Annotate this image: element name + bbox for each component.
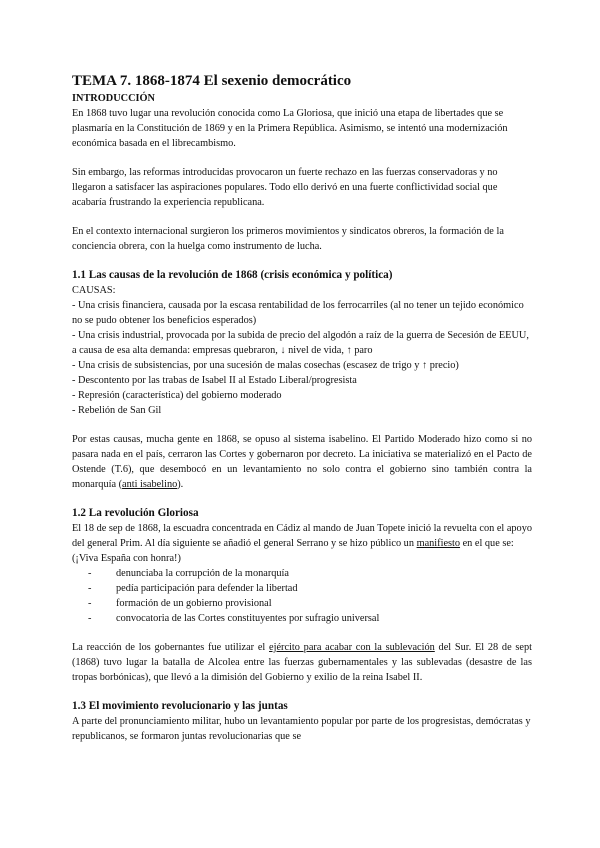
- intro-paragraph-3: En el contexto internacional surgieron los primeros movimientos y sindicatos obreros, la formación de la conciencia obrera, con la huelga como instrumento de lucha.: [72, 226, 504, 252]
- section-1-3-heading: 1.3 El movimiento revolucionario y las juntas: [72, 700, 288, 712]
- list-item-text: denunciaba la corrupción de la monarquía: [116, 568, 289, 579]
- underlined-text: manifiesto: [416, 538, 461, 549]
- list-item-text: pedía participación para defender la libertad: [116, 583, 298, 594]
- section-1-2-heading: 1.2 La revolución Gloriosa: [72, 507, 199, 519]
- list-item-text: convocatoria de las Cortes constituyentes por sufragio universal: [116, 613, 380, 624]
- list-item: [88, 566, 532, 581]
- dash-icon: -: [88, 583, 92, 594]
- manifesto-list: [72, 566, 532, 626]
- list-item: - Descontento por las trabas de Isabel II al Estado Liberal/progresista: [72, 375, 357, 386]
- intro-paragraph-1: En 1868 tuvo lugar una revolución conocida como La Gloriosa, que inició una etapa de libertades que se plasmaría en la Constitución de 1869 y en la Primera República. Asimismo, se intentó una modernización económica basada en el librecambismo.: [72, 108, 508, 149]
- text-run: Por estas causas, mucha gente en 1868, se opuso al sistema isabelino. El Partido Moderado hizo como si no pasara nada en el país, cerraron las Cortes y gobernaron por decreto. La iniciativa se materializó en el Pacto de Ostende (T.6), que desembocó en un levantamiento no solo contra el gobierno sino también contra la monarquía (: [72, 434, 532, 490]
- section-1-2-paragraph: [72, 521, 532, 566]
- text-run: ).: [177, 479, 184, 490]
- dash-icon: -: [88, 568, 92, 579]
- section-1-1-heading: 1.1 Las causas de la revolución de 1868 (crisis económica y política): [72, 269, 393, 281]
- causes-label: CAUSAS:: [72, 285, 116, 296]
- document-page: [72, 72, 532, 744]
- text-run: El 18 de sep de 1868, la escuadra concentrada en Cádiz al mando de Juan Topete inició la revuelta con el apoyo del general Prim. Al día siguiente se añadió el general Serrano y se hizo público un: [72, 523, 532, 549]
- underlined-text: anti isabelino: [122, 479, 178, 490]
- list-item: [88, 611, 532, 626]
- list-item: [88, 596, 532, 611]
- page-title: TEMA 7. 1868-1874 El sexenio democrático: [72, 73, 352, 89]
- section-1-3-paragraph: A parte del pronunciamiento militar, hubo un levantamiento popular por parte de los progresistas, demócratas y republicanos, se formaron juntas revolucionarias que se: [72, 716, 531, 742]
- text-run: en el que se: (¡Viva España con honra!): [72, 538, 514, 564]
- underlined-text: ejército para acabar con la sublevación: [269, 642, 435, 653]
- list-item: - Represión (característica) del gobierno moderado: [72, 390, 282, 401]
- list-item: - Una crisis de subsistencias, por una sucesión de malas cosechas (escasez de trigo y ↑ precio): [72, 360, 459, 371]
- list-item: - Una crisis industrial, provocada por la subida de precio del algodón a raíz de la guerra de Secesión de EEUU, a causa de esa alta demanda: empresas quebraron, ↓ nivel de vida, ↑ paro: [72, 330, 529, 356]
- list-item: - Rebelión de San Gil: [72, 405, 162, 416]
- causes-list: [72, 298, 532, 418]
- list-item: [88, 581, 532, 596]
- text-run: La reacción de los gobernantes fue utilizar el: [72, 642, 270, 653]
- dash-icon: -: [88, 598, 92, 609]
- section-1-2-reaction-paragraph: [72, 640, 532, 685]
- text-run: del Sur. El 28 de sept (1868) tuvo lugar la batalla de Alcolea entre las fuerzas gubernamentales y las sublevadas (desastre de las tropas borbónicas), que llevó a la dimisión del Gobierno y exilio de la reina Isabel II.: [72, 642, 532, 683]
- list-item: - Una crisis financiera, causada por la escasa rentabilidad de los ferrocarriles (al no tener un tejido económico no se pudo obtener los beneficios esperados): [72, 300, 524, 326]
- dash-icon: -: [88, 613, 92, 624]
- list-item-text: formación de un gobierno provisional: [116, 598, 272, 609]
- intro-paragraph-2: Sin embargo, las reformas introducidas provocaron un fuerte rechazo en las fuerzas conservadoras y no llegaron a satisfacer las aspiraciones populares. Todo ello derivó en una fuerte conflictividad social que acabaría frustrando la experiencia republicana.: [72, 167, 498, 208]
- section-1-1-paragraph: [72, 432, 532, 492]
- intro-heading: INTRODUCCIÓN: [72, 93, 155, 104]
